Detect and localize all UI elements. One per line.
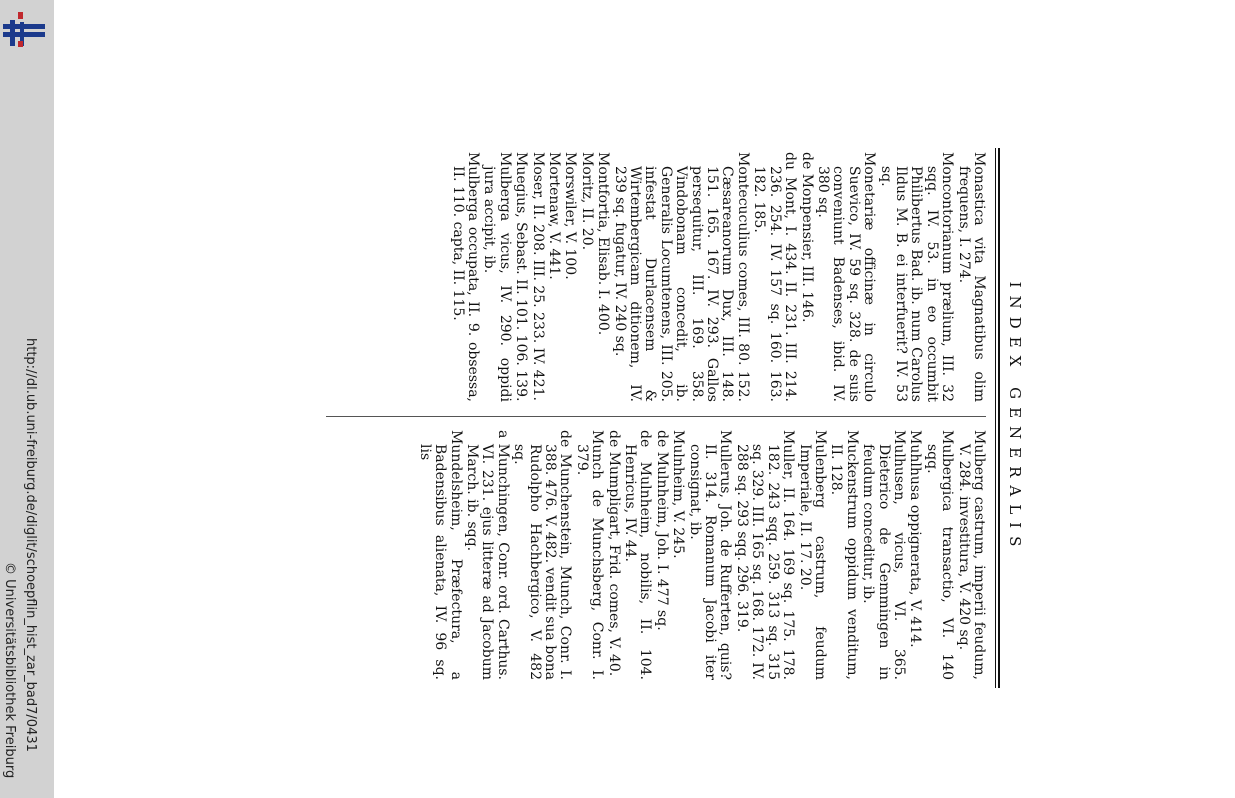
index-entry: Muhlhusa oppignerata, V. 414. [907, 430, 924, 648]
library-credit: © Universitätsbibliothek Freiburg [2, 562, 17, 779]
index-entry: Muegius, Sebast. II. 101. 106. 139. [513, 152, 530, 402]
index-column-right [415, 430, 986, 680]
index-entry: Monastica vita Magnatibus olim frequens, I. 274. [955, 152, 987, 402]
index-entry: de Mumpligart, Frid. comes, V. 40. [605, 430, 622, 677]
index-entry: Moncontorianum prælium, III. 32 sqq. IV. 53. in eo occumbit Philibertus Bad. ib. num Carolus Ildus M. B. ei interfuerit? IV. 53 sq. [877, 152, 956, 402]
index-column-left [448, 152, 986, 402]
index-entry: Moser, II. 208. III. 25. 233. IV. 421. [529, 152, 546, 401]
index-entry: Monetariæ officinæ in circulo Suevico, IV. 59 sq. 328. de suis conveniunt Badenses, ibid. IV. 380 sq. [814, 152, 878, 402]
index-entry: Muckenstrum oppidum venditum, II. 128. [828, 430, 860, 680]
header-rule [998, 148, 1000, 688]
header-rule-thin [995, 148, 996, 688]
index-entry: Montecuculius comes, III. 80. 152. Cæsareanorum Dux, III. 148. 151. 165. 167. IV. 293. Gallos persequitur, III. 169. 358. Vindobonam concedit, ib. Generalis Locumtenens, III. 205. infestat Durlacensem & Wirtembergicam ditionem, IV. 239 sq. fugatur, IV. 240 sq. [611, 152, 751, 402]
index-entry: de Monpensier, III. 146. [798, 152, 815, 323]
viewer-sidebar [0, 0, 54, 798]
scanned-page [294, 0, 1034, 798]
index-entry: Mundelsheim, Præfectura, a Badensibus alienata, IV. 96 sq. lis [416, 430, 464, 680]
index-entry: Montfortia, Elisab. I. 400. [595, 152, 612, 336]
index-entry: Mulnheim, V. 245. [670, 430, 687, 559]
index-entry: de Mulnheim, nobilis, II. 104. Henricus, IV. 44. [622, 430, 654, 680]
index-entry: Mulhusen, vicus, VI. 365. Dieterico de Gemmingen in feudum conceditur, ib. [860, 430, 907, 680]
index-entry: de Munchenstein, Munch, Conr. I. 388. 476. V. 482. vendit sua bona Rudolpho Hachbergico, V. 482 sq. [511, 430, 574, 680]
column-divider [326, 416, 986, 417]
index-entry: Muller, II. 164. 169 sq. 175. 178. 182. 243 sqq. 259. 313 sq. 315 sq. 329. III. 165 sq. 168. 172. IV. 288 sq. 293 sqq. 296. 319. [733, 430, 797, 680]
index-entry: Munch de Munchsberg, Conr. I. 379. [573, 430, 606, 680]
index-entry: a Munchingen, Conr. ord. Carthus. VI. 231. ejus litteræ ad Jacobum March. ib. sqq. [464, 430, 511, 680]
source-url[interactable]: http://dl.ub.uni-freiburg.de/diglit/schoepflin_hist_zar_bad7/0431 [23, 338, 38, 752]
index-entry: Mullerus, Joh. de Rufferten, quis? II. 314. Romanum Jacobi iter consignat, ib. [686, 430, 734, 680]
page-header: INDEX GENERALIS [1006, 281, 1024, 555]
index-entry: Mulenberg castrum, feudum Imperiale, II. 17. 20. [796, 430, 828, 680]
index-entry: Mulberga occupata, II. 9. obsessa, II. 110. capta, II. 115. [449, 152, 481, 402]
index-entry: Moritz, II. 20. [578, 152, 595, 251]
index-entry: Mulberg castrum, imperii feudum, V. 284. investitura, V. 420 sq. [955, 430, 987, 680]
index-entry: Mortenaw, V. 441. [546, 152, 563, 280]
university-library-logo-icon [3, 10, 45, 50]
index-entry: Mulbergica transactio, VI. 140 sqq. [923, 430, 956, 680]
index-entry: Mulberga vicus, IV. 290. oppidi jura accipit, ib. [481, 152, 513, 402]
index-entry: de Mulnheim, Joh. I. 477 sq. [653, 430, 670, 631]
page-content [294, 148, 1034, 688]
index-entry: du Mont, I. 434. II. 231. III. 214. 236. 254. IV. 157 sq. 160. 163. 182. 185. [751, 152, 799, 402]
index-entry: Morswiler, V. 100. [562, 152, 579, 280]
